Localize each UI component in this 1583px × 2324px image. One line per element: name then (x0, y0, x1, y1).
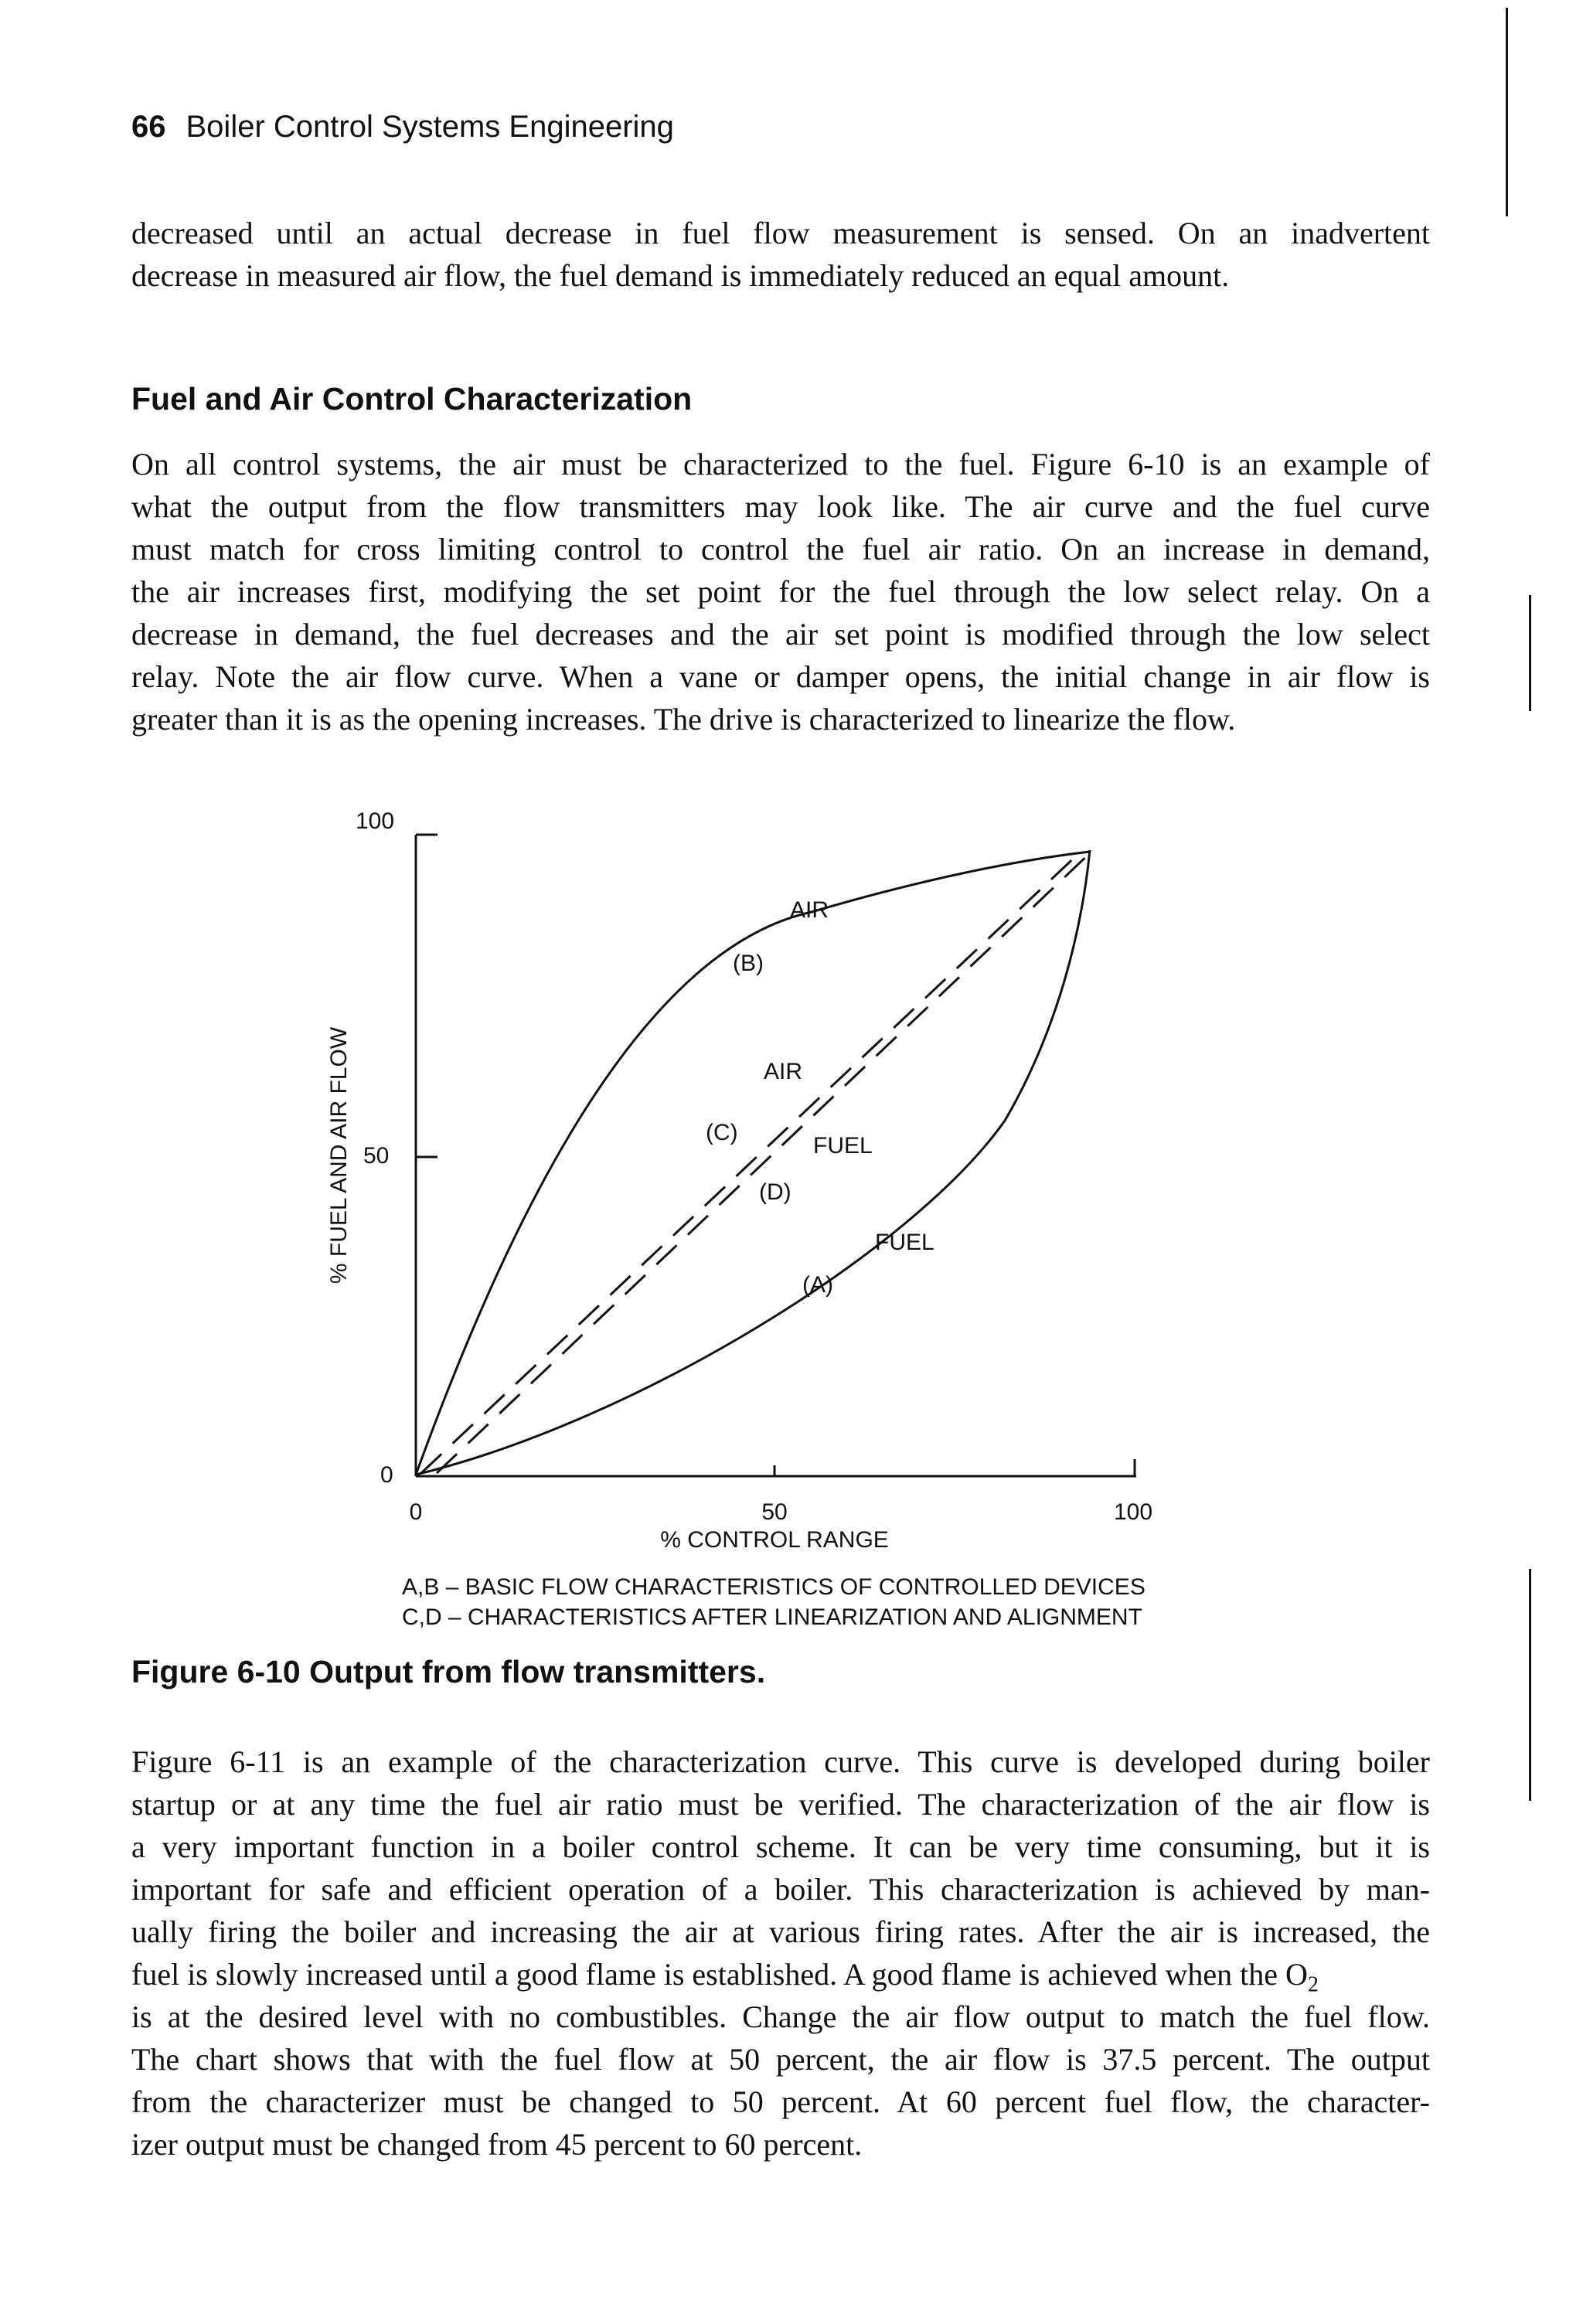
text-line: is at the desired level with no combustibles. Change the air flow output to match the fuel flow. (131, 1999, 1430, 2034)
x-tick-label-50: 50 (761, 1499, 788, 1525)
y-tick-label-100: 100 (356, 808, 395, 834)
closing-paragraph (131, 1740, 1430, 2166)
text-line: decrease in demand, the fuel decreases and the air set point is modified through the low select (131, 617, 1430, 652)
text-line: relay. Note the air flow curve. When a vane or damper opens, the initial change in air flow is (131, 659, 1430, 694)
figure-legend (402, 1572, 1146, 1632)
x-tick-label-100: 100 (1113, 1499, 1153, 1525)
text-line (131, 1953, 1430, 1996)
text-line: from the characterizer must be changed to 50 percent. At 60 percent fuel flow, the character- (131, 2084, 1430, 2119)
y-tick-label-50: 50 (363, 1143, 390, 1169)
text-line: Figure 6-11 is an example of the characterization curve. This curve is developed during boiler (131, 1744, 1430, 1779)
text-line: izer output must be changed from 45 percent to 60 percent. (131, 2127, 863, 2162)
air-curve-b (416, 852, 1090, 1475)
air-label-b: AIR (790, 897, 829, 923)
x-axis-title: % CONTROL RANGE (660, 1527, 889, 1553)
figure-caption: Figure 6-10 Output from flow transmitters. (131, 1654, 766, 1689)
x-tick-label-0: 0 (409, 1499, 423, 1525)
curve-label-c: (C) (706, 1120, 738, 1145)
text-line-part: fuel is slowly increased until a good flame is established. A good flame is achieved when the O (131, 1957, 1308, 1992)
text-line: what the output from the flow transmitters may look like. The air curve and the fuel curve (131, 489, 1430, 524)
fuel-label-d: FUEL (813, 1133, 873, 1159)
text-line: the air increases first, modifying the set point for the fuel through the low select relay. On a (131, 574, 1430, 609)
text-line: ually firing the boiler and increasing the air at various firing rates. After the air is increased, the (131, 1914, 1430, 1949)
margin-mark (1529, 1569, 1531, 1801)
curve-label-a: (A) (802, 1272, 833, 1298)
air-line-c (421, 852, 1081, 1473)
fuel-curve-a (416, 850, 1090, 1475)
text-line: important for safe and efficient operation of a boiler. This characterization is achieved by man- (131, 1872, 1430, 1907)
curve-label-d: (D) (759, 1179, 792, 1205)
text-line: On all control systems, the air must be characterized to the fuel. Figure 6-10 is an example of (131, 447, 1430, 481)
text-line: greater than it is as the opening increases. The drive is characterized to linearize the flow. (131, 702, 1236, 737)
page-number: 66 (131, 110, 166, 144)
legend-line: C,D – CHARACTERISTICS AFTER LINEARIZATION AND ALIGNMENT (402, 1604, 1142, 1630)
text-line: decreased until an actual decrease in fuel flow measurement is sensed. On an inadvertent (131, 216, 1430, 250)
y-tick-label-0: 0 (380, 1462, 393, 1488)
margin-mark (1529, 595, 1531, 711)
fuel-line-d (437, 852, 1091, 1473)
legend-line: A,B – BASIC FLOW CHARACTERISTICS OF CONTROLLED DEVICES (402, 1574, 1146, 1600)
text-line: a very important function in a boiler control scheme. It can be very time consuming, but it is (131, 1829, 1430, 1864)
text-line: decrease in measured air flow, the fuel demand is immediately reduced an equal amount. (131, 258, 1230, 293)
o2-subscript: 2 (1307, 1972, 1319, 1997)
air-label-c: AIR (764, 1059, 803, 1084)
curve-label-b: (B) (733, 951, 764, 976)
text-line: The chart shows that with the fuel flow at 50 percent, the air flow is 37.5 percent. The output (131, 2042, 1430, 2077)
running-title: Boiler Control Systems Engineering (186, 110, 674, 144)
y-axis-title: % FUEL AND AIR FLOW (326, 1026, 352, 1284)
section-heading: Fuel and Air Control Characterization (131, 381, 693, 417)
margin-mark (1506, 8, 1508, 216)
text-line: must match for cross limiting control to control the fuel air ratio. On an increase in demand, (131, 532, 1430, 567)
text-line: startup or at any time the fuel air ratio must be verified. The characterization of the air flow is (131, 1787, 1430, 1822)
fuel-label-a: FUEL (875, 1230, 934, 1255)
